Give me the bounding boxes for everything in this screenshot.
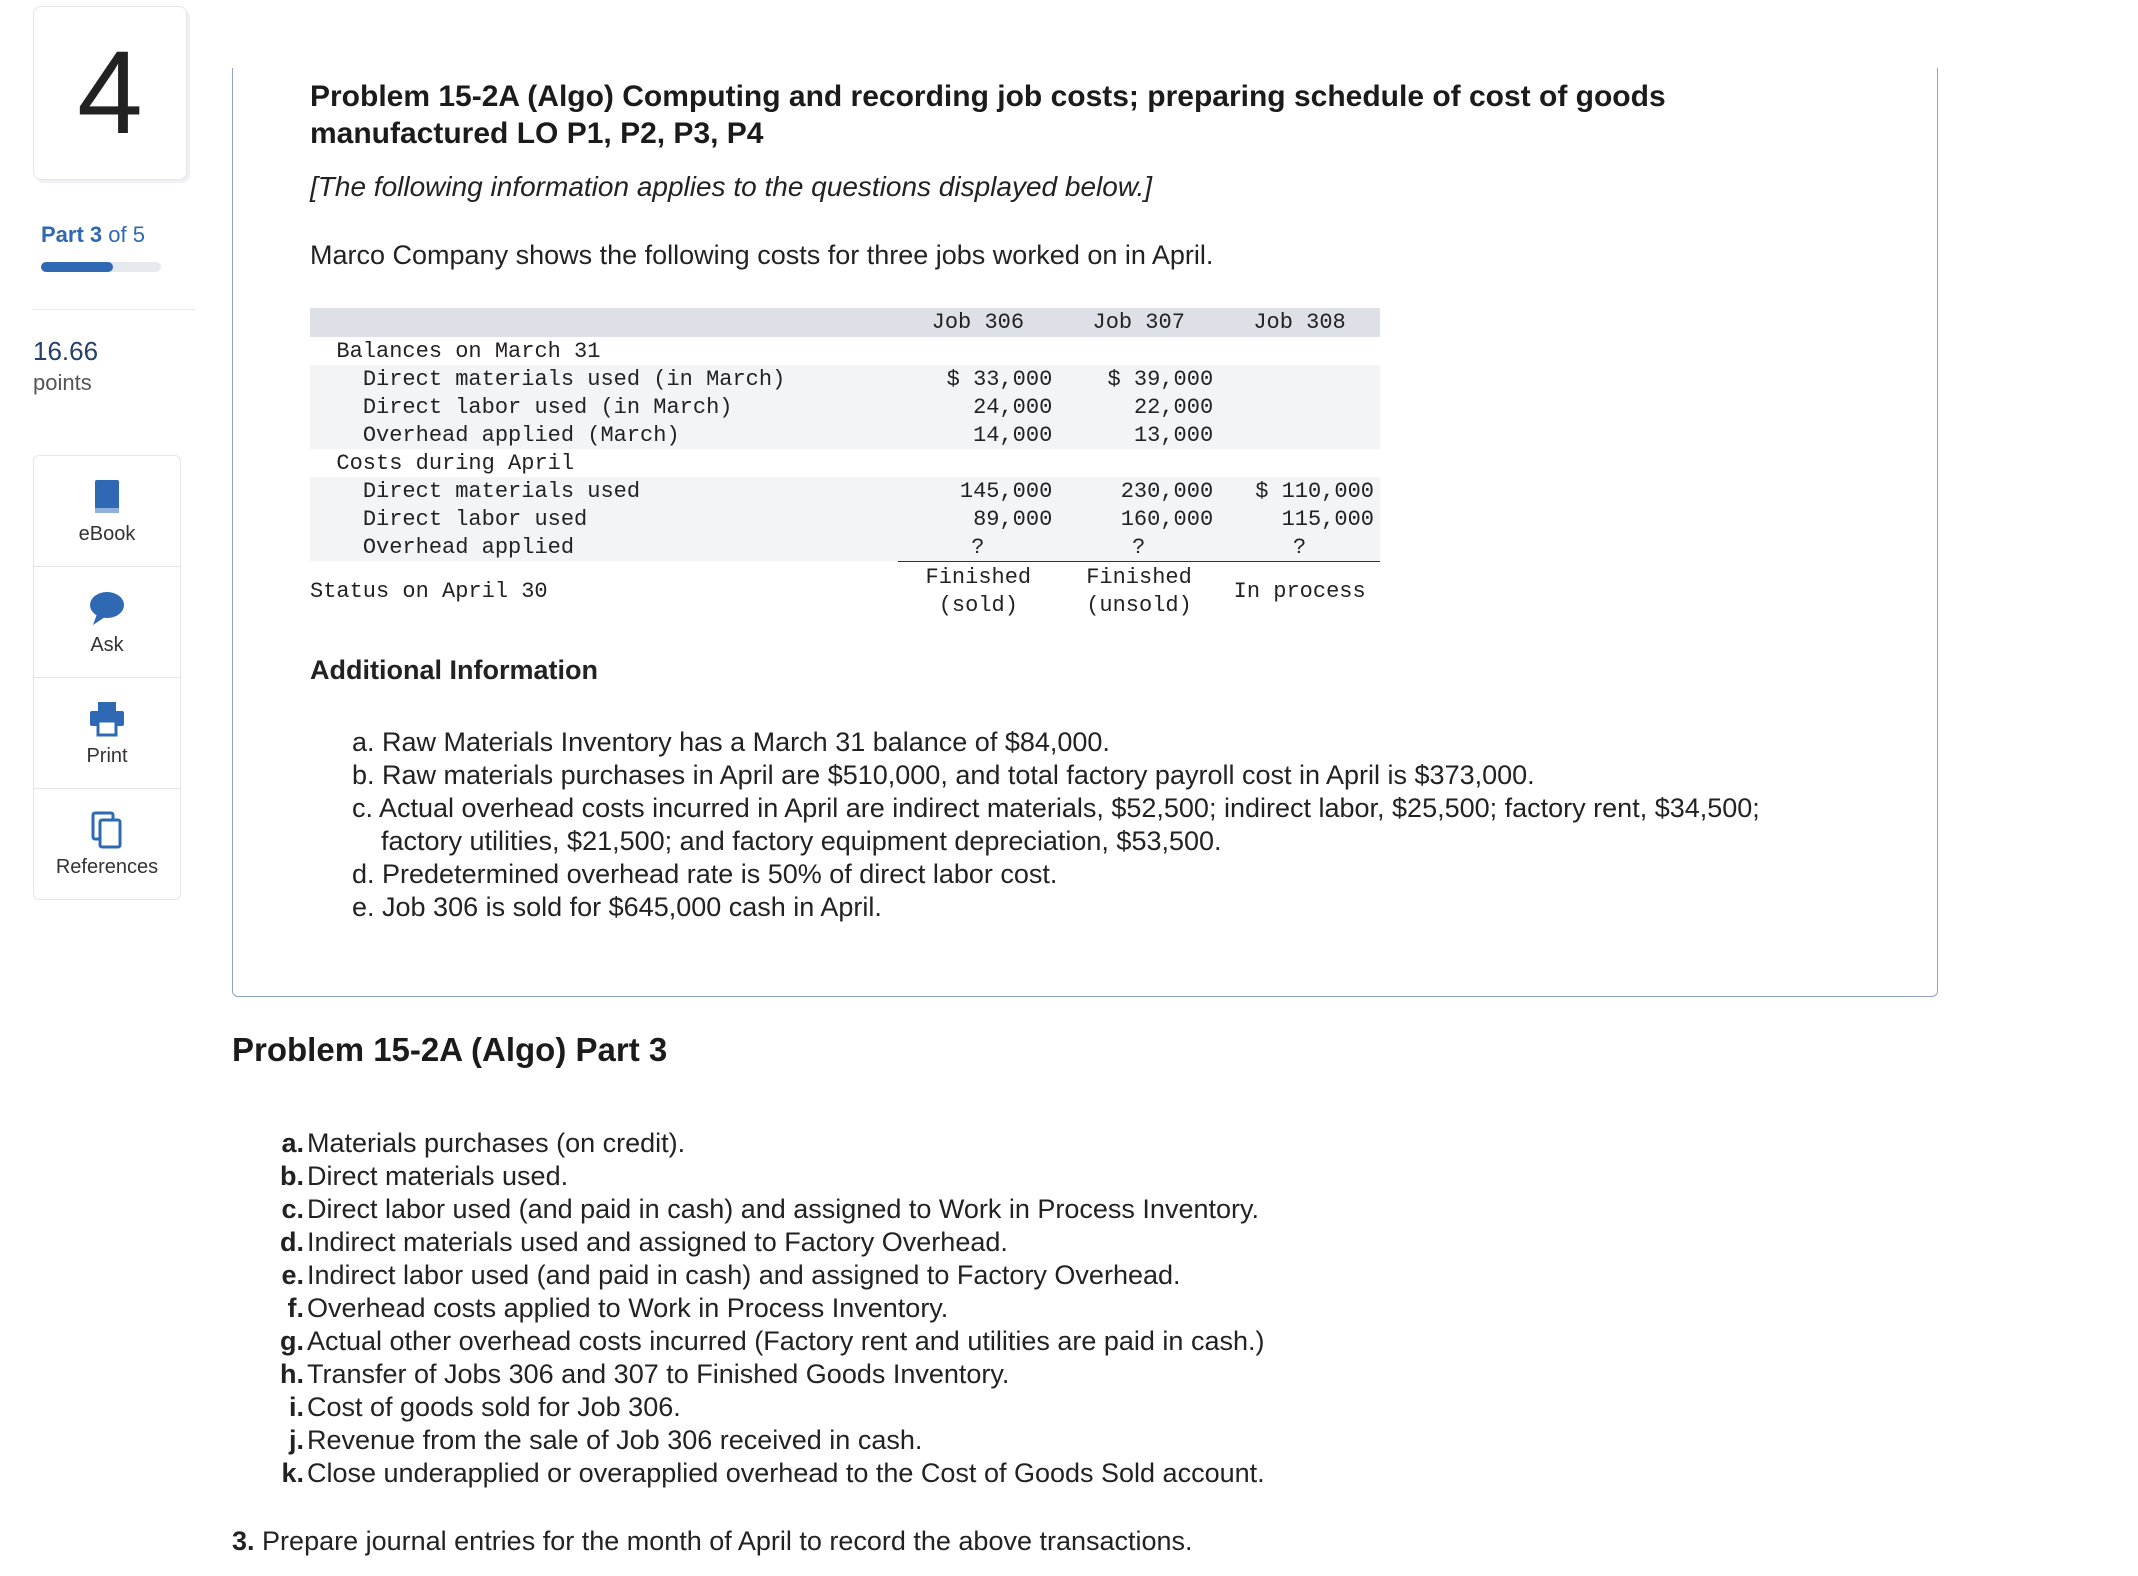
transaction-text: Close underapplied or overapplied overhead to the Cost of Goods Sold account. xyxy=(307,1458,1265,1488)
ebook-button[interactable] xyxy=(34,456,180,567)
references-button[interactable] xyxy=(34,789,180,899)
list-item: a. Raw Materials Inventory has a March 31 balance of $84,000. xyxy=(352,727,1110,757)
references-label: References xyxy=(55,855,159,878)
transaction-letter: i. xyxy=(288,1392,304,1422)
transaction-item xyxy=(272,1358,1672,1391)
transaction-item xyxy=(272,1325,1672,1358)
status-row xyxy=(310,561,1380,622)
transaction-letter: h. xyxy=(280,1359,304,1389)
status-label xyxy=(310,561,548,621)
transaction-text: Revenue from the sale of Job 306 received in cash. xyxy=(307,1425,923,1455)
list-item: c. Actual overhead costs incurred in April are indirect materials, $52,500; indirect labor, $25,500; factory rent, $34,500; factory utilities, $21,500; and factory equipment depreciation, $53,500. xyxy=(352,793,1760,856)
requirement-text: Prepare journal entries for the month of April to record the above transactions. xyxy=(262,1526,1193,1556)
transaction-item xyxy=(272,1160,1672,1193)
status-line: (sold) xyxy=(938,593,1018,618)
row-label xyxy=(310,395,897,420)
job-cost-table xyxy=(310,308,1380,622)
cell-job-308: $ 110,000 xyxy=(1255,478,1375,504)
header-job-308: Job 308 xyxy=(1253,310,1346,335)
print-label: Print xyxy=(86,744,128,767)
transaction-text: Cost of goods sold for Job 306. xyxy=(307,1392,681,1422)
transaction-text: Direct labor used (and paid in cash) and assigned to Work in Process Inventory. xyxy=(307,1194,1259,1224)
points-value: 16.66 xyxy=(33,336,99,366)
row-label xyxy=(310,423,897,448)
cell-job-307: 160,000 xyxy=(1120,506,1214,532)
requirement xyxy=(232,1526,1193,1557)
problem-intro: Marco Company shows the following costs for three jobs worked on in April. xyxy=(310,240,1214,270)
transaction-text: Overhead costs applied to Work in Process Inventory. xyxy=(307,1293,949,1323)
table-row xyxy=(310,421,1380,449)
transaction-text: Actual other overhead costs incurred (Factory rent and utilities are paid in cash.) xyxy=(307,1326,1265,1356)
transaction-list xyxy=(272,1127,1672,1490)
table-row xyxy=(310,449,1380,477)
row-label-text: Overhead applied xyxy=(362,534,575,560)
row-label-text: Balances on March 31 xyxy=(336,338,601,364)
row-label xyxy=(310,339,897,364)
points-label: points xyxy=(33,370,92,395)
transaction-item xyxy=(272,1193,1672,1226)
status-job-308 xyxy=(1219,578,1380,606)
transaction-item xyxy=(272,1292,1672,1325)
row-label-text: Direct labor used (in March) xyxy=(362,394,733,420)
cell-job-306: 89,000 xyxy=(973,506,1053,532)
transaction-item xyxy=(272,1457,1672,1490)
list-item: d. Predetermined overhead rate is 50% of direct labor cost. xyxy=(352,859,1058,889)
cell-job-308: 115,000 xyxy=(1281,506,1375,532)
problem-note: [The following information applies to the questions displayed below.] xyxy=(310,171,1153,202)
additional-info-list xyxy=(352,726,1772,924)
divider xyxy=(33,309,195,310)
row-label-text: Overhead applied (March) xyxy=(362,422,680,448)
question-number: 4 xyxy=(33,6,187,180)
status-line: (unsold) xyxy=(1086,593,1192,618)
row-label xyxy=(310,367,897,392)
status-line: Finished xyxy=(925,565,1032,590)
transaction-letter: j. xyxy=(288,1425,304,1455)
header-job-307: Job 307 xyxy=(1092,310,1185,335)
copy-icon xyxy=(87,810,127,850)
part-title: Problem 15-2A (Algo) Part 3 xyxy=(232,1031,668,1068)
table-header-row xyxy=(310,308,1380,337)
part-word: Part xyxy=(41,222,84,247)
table-row xyxy=(310,337,1380,365)
additional-info-heading: Additional Information xyxy=(310,655,598,685)
transaction-letter: g. xyxy=(280,1326,304,1356)
transaction-text: Direct materials used. xyxy=(307,1161,569,1191)
part-progress-bar xyxy=(41,262,161,272)
table-row xyxy=(310,505,1380,533)
table-row xyxy=(310,365,1380,393)
row-label xyxy=(310,479,897,504)
transaction-text: Indirect labor used (and paid in cash) and assigned to Factory Overhead. xyxy=(307,1260,1181,1290)
part-of: of 5 xyxy=(108,222,145,247)
transaction-letter: b. xyxy=(280,1161,304,1191)
status-line: In process xyxy=(1233,579,1366,604)
part-progress-fill xyxy=(41,262,113,272)
cell-job-306: 145,000 xyxy=(959,478,1053,504)
cell-job-307: 230,000 xyxy=(1120,478,1214,504)
cell-job-308: ? xyxy=(1292,534,1307,560)
row-label xyxy=(310,535,897,560)
problem-title: Problem 15-2A (Algo) Computing and recording job costs; preparing schedule of cost of goods manufactured LO P1, P2, P3, P4 xyxy=(310,80,1666,150)
transaction-item xyxy=(272,1424,1672,1457)
list-item: e. Job 306 is sold for $645,000 cash in April. xyxy=(352,892,882,922)
row-label xyxy=(310,451,897,476)
chat-bubble-icon xyxy=(87,588,127,628)
ask-label: Ask xyxy=(90,633,124,656)
transaction-letter: a. xyxy=(281,1128,304,1158)
transaction-letter: c. xyxy=(281,1194,304,1224)
row-label-text: Direct labor used xyxy=(362,506,588,532)
cell-job-306: $ 33,000 xyxy=(946,366,1053,392)
status-label-text: Status on April 30 xyxy=(310,578,548,604)
status-values xyxy=(898,561,1380,622)
cell-job-306: 14,000 xyxy=(973,422,1053,448)
cell-job-307: ? xyxy=(1132,534,1146,560)
status-job-306 xyxy=(898,564,1059,620)
cell-job-306: ? xyxy=(971,534,985,560)
transaction-letter: f. xyxy=(287,1293,304,1323)
book-icon xyxy=(87,477,127,517)
transaction-item xyxy=(272,1127,1672,1160)
ebook-label: eBook xyxy=(78,522,136,545)
cell-job-307: 13,000 xyxy=(1133,422,1214,448)
status-job-307 xyxy=(1059,564,1220,620)
cell-job-307: 22,000 xyxy=(1133,394,1214,420)
transaction-letter: k. xyxy=(281,1458,304,1488)
tools-panel xyxy=(33,455,181,900)
transaction-text: Transfer of Jobs 306 and 307 to Finished Goods Inventory. xyxy=(307,1359,1010,1389)
status-line: Finished xyxy=(1086,565,1192,590)
row-label-text: Costs during April xyxy=(336,450,575,476)
transaction-text: Materials purchases (on credit). xyxy=(307,1128,686,1158)
row-label-text: Direct materials used xyxy=(362,478,641,504)
part-current: 3 xyxy=(89,222,103,247)
cell-job-306: 24,000 xyxy=(973,394,1053,420)
table-body xyxy=(310,337,1380,561)
transaction-item xyxy=(272,1259,1672,1292)
table-row xyxy=(310,477,1380,505)
table-row xyxy=(310,533,1380,561)
row-label-text: Direct materials used (in March) xyxy=(362,366,786,392)
list-item: b. Raw materials purchases in April are $510,000, and total factory payroll cost in April is $373,000. xyxy=(352,760,1535,790)
transaction-text: Indirect materials used and assigned to Factory Overhead. xyxy=(307,1227,1008,1257)
row-label xyxy=(310,507,897,532)
printer-icon xyxy=(87,699,127,739)
transaction-letter: e. xyxy=(281,1260,304,1290)
part-indicator xyxy=(41,222,145,248)
cell-job-307: $ 39,000 xyxy=(1107,366,1214,392)
table-row xyxy=(310,393,1380,421)
transaction-item xyxy=(272,1391,1672,1424)
print-button[interactable] xyxy=(34,678,180,789)
ask-button[interactable] xyxy=(34,567,180,678)
requirement-number: 3. xyxy=(232,1526,255,1556)
transaction-item xyxy=(272,1226,1672,1259)
header-job-306: Job 306 xyxy=(931,310,1025,335)
transaction-letter: d. xyxy=(280,1227,304,1257)
